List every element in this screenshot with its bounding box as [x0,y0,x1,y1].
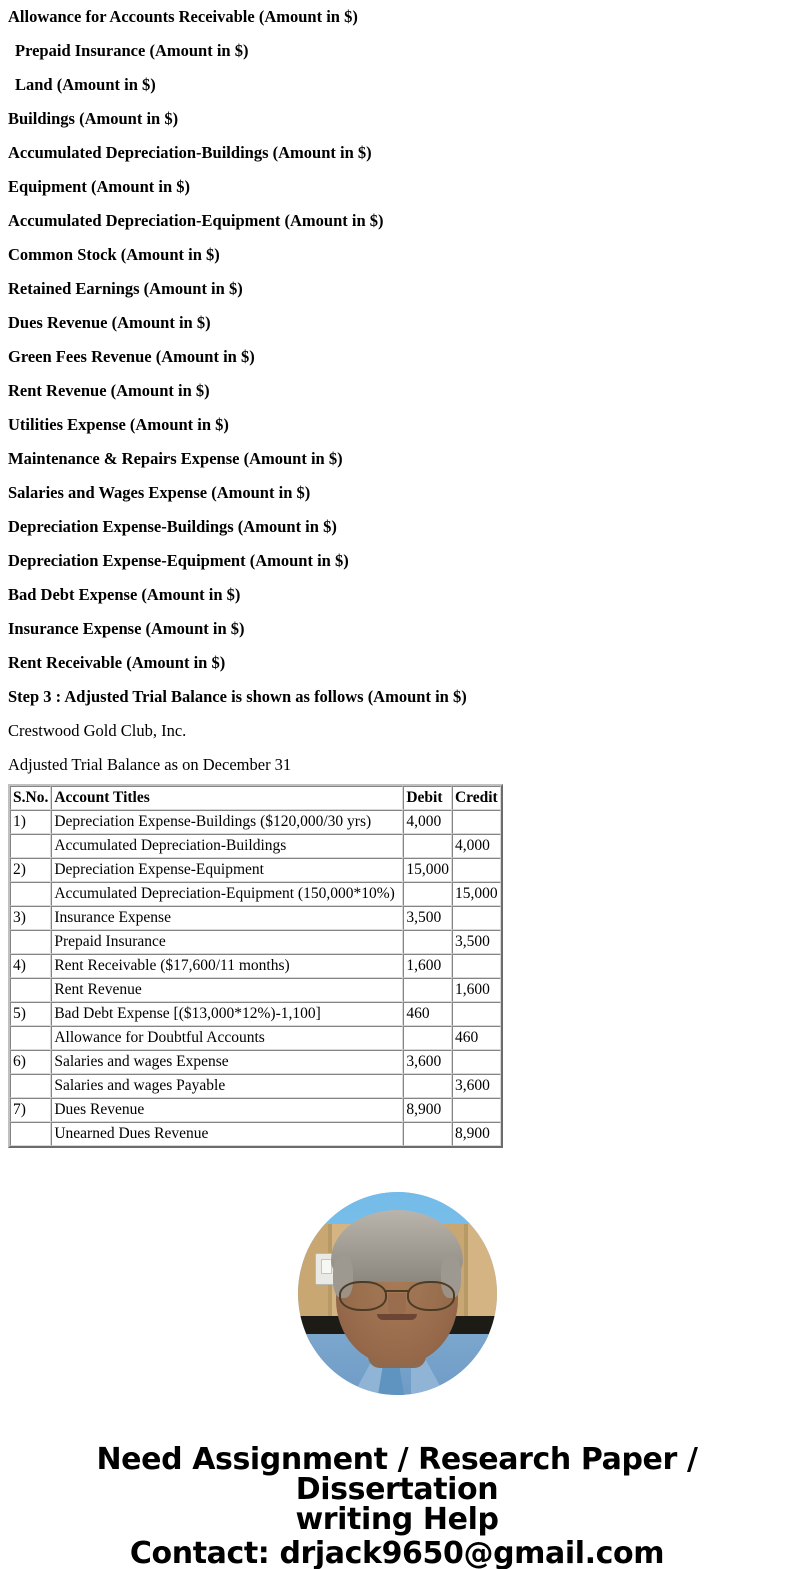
table-row [10,906,501,930]
table-row [10,834,501,858]
avatar-mouth [377,1314,417,1320]
account-line: Common Stock (Amount in $) [8,244,220,264]
column-header-sno: S.No. [10,786,51,810]
cell-sno: 4) [10,954,51,978]
promo-line-2: writing Help [295,1502,499,1537]
cell-debit [403,882,452,906]
table-row [10,858,501,882]
cell-sno: 7) [10,1098,51,1122]
cell-sno [10,834,51,858]
account-line: Land (Amount in $) [15,74,156,94]
cell-debit: 3,600 [403,1050,452,1074]
account-line: Insurance Expense (Amount in $) [8,618,245,638]
account-line: Bad Debt Expense (Amount in $) [8,584,241,604]
cell-sno [10,1122,51,1146]
cell-credit: 3,600 [452,1074,501,1098]
cell-credit [452,1002,501,1026]
promo-banner [0,1442,794,1569]
avatar-lens-left [339,1281,387,1311]
cell-account-title: Dues Revenue [51,1098,403,1122]
avatar-block [0,1192,794,1395]
column-header-credit: Credit [452,786,501,810]
cell-sno [10,978,51,1002]
account-lines-list [0,0,794,680]
cell-credit: 3,500 [452,930,501,954]
cell-debit: 460 [403,1002,452,1026]
table-row [10,1074,501,1098]
cell-credit [452,1050,501,1074]
cell-sno: 1) [10,810,51,834]
cell-sno [10,1026,51,1050]
adjusted-trial-balance-table [8,784,503,1148]
account-line: Depreciation Expense-Buildings (Amount in $) [8,516,337,536]
cell-credit: 460 [452,1026,501,1050]
table-row [10,954,501,978]
cell-debit: 15,000 [403,858,452,882]
account-line: Allowance for Accounts Receivable (Amount in $) [8,6,358,26]
account-line: Rent Receivable (Amount in $) [8,652,226,672]
account-line: Buildings (Amount in $) [8,108,179,128]
table-row [10,978,501,1002]
account-line: Dues Revenue (Amount in $) [8,312,211,332]
cell-account-title: Accumulated Depreciation-Buildings [51,834,403,858]
account-line: Depreciation Expense-Equipment (Amount in $) [8,550,349,570]
cell-debit [403,1074,452,1098]
cell-credit: 15,000 [452,882,501,906]
cell-debit [403,930,452,954]
cell-credit: 1,600 [452,978,501,1002]
account-line: Prepaid Insurance (Amount in $) [15,40,249,60]
cell-credit: 8,900 [452,1122,501,1146]
avatar [298,1192,497,1395]
cell-debit [403,1122,452,1146]
cell-credit [452,858,501,882]
account-line: Equipment (Amount in $) [8,176,190,196]
table-row [10,1122,501,1146]
table-row [10,1002,501,1026]
cell-account-title: Prepaid Insurance [51,930,403,954]
cell-sno [10,1074,51,1098]
table-row [10,1098,501,1122]
table-row [10,1050,501,1074]
cell-credit [452,906,501,930]
cell-debit: 3,500 [403,906,452,930]
cell-sno [10,930,51,954]
cell-account-title: Accumulated Depreciation-Equipment (150,000*10%) [51,882,403,906]
cell-debit [403,978,452,1002]
cell-sno [10,882,51,906]
account-line: Green Fees Revenue (Amount in $) [8,346,255,366]
cell-account-title: Depreciation Expense-Buildings ($120,000/30 yrs) [51,810,403,834]
promo-contact-email: Contact: drjack9650@gmail.com [129,1536,665,1569]
cell-debit [403,834,452,858]
table-row [10,810,501,834]
cell-debit: 4,000 [403,810,452,834]
table-row [10,930,501,954]
company-name: Crestwood Gold Club, Inc. [8,721,187,740]
account-line: Retained Earnings (Amount in $) [8,278,243,298]
avatar-glasses [339,1281,455,1309]
table-row [10,1026,501,1050]
column-header-title: Account Titles [51,786,403,810]
cell-debit [403,1026,452,1050]
cell-account-title: Allowance for Doubtful Accounts [51,1026,403,1050]
account-line: Salaries and Wages Expense (Amount in $) [8,482,311,502]
column-header-debit: Debit [403,786,452,810]
step-3-heading: Step 3 : Adjusted Trial Balance is shown as follows (Amount in $) [8,687,467,706]
cell-account-title: Insurance Expense [51,906,403,930]
avatar-lens-right [407,1281,455,1311]
cell-sno: 6) [10,1050,51,1074]
avatar-glasses-bridge [384,1290,410,1292]
cell-sno: 2) [10,858,51,882]
cell-sno: 3) [10,906,51,930]
cell-account-title: Depreciation Expense-Equipment [51,858,403,882]
account-line: Rent Revenue (Amount in $) [8,380,210,400]
table-body [10,810,501,1146]
cell-debit: 8,900 [403,1098,452,1122]
cell-account-title: Bad Debt Expense [($13,000*12%)-1,100] [51,1002,403,1026]
account-line: Maintenance & Repairs Expense (Amount in $) [8,448,343,468]
account-line: Accumulated Depreciation-Buildings (Amount in $) [8,142,372,162]
cell-debit: 1,600 [403,954,452,978]
cell-credit: 4,000 [452,834,501,858]
cell-credit [452,954,501,978]
promo-line-1: Need Assignment / Research Paper / Dissertation [96,1442,698,1507]
statement-title: Adjusted Trial Balance as on December 31 [8,755,292,774]
cell-account-title: Salaries and wages Payable [51,1074,403,1098]
account-line: Utilities Expense (Amount in $) [8,414,229,434]
cell-account-title: Unearned Dues Revenue [51,1122,403,1146]
cell-account-title: Salaries and wages Expense [51,1050,403,1074]
cell-account-title: Rent Receivable ($17,600/11 months) [51,954,403,978]
account-line: Accumulated Depreciation-Equipment (Amount in $) [8,210,384,230]
cell-credit [452,1098,501,1122]
adjusted-trial-balance-table-wrapper [0,782,794,1148]
cell-account-title: Rent Revenue [51,978,403,1002]
cell-credit [452,810,501,834]
table-header-row [10,786,501,810]
table-row [10,882,501,906]
cell-sno: 5) [10,1002,51,1026]
